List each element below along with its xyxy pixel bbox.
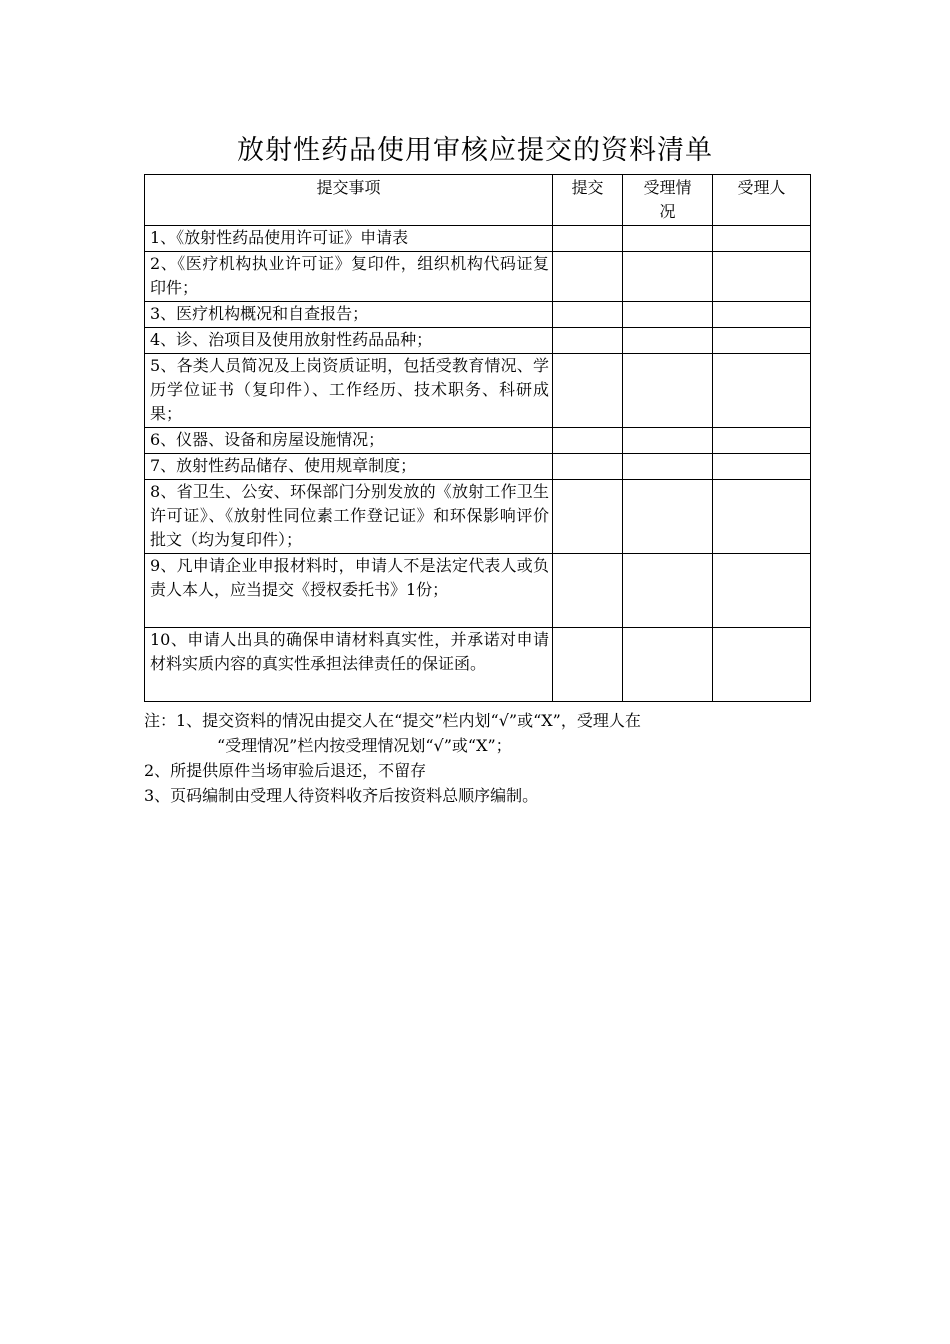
status-cell[interactable]	[623, 252, 713, 302]
status-cell[interactable]	[623, 226, 713, 252]
receiver-cell[interactable]	[713, 554, 811, 628]
header-receiver: 受理人	[713, 175, 811, 226]
submit-cell[interactable]	[553, 226, 623, 252]
submit-cell[interactable]	[553, 354, 623, 428]
table-row	[145, 554, 811, 628]
page-title: 放射性药品使用审核应提交的资料清单	[237, 135, 713, 166]
notes-section	[144, 708, 824, 808]
submit-cell[interactable]	[553, 328, 623, 354]
row-item-text: 9、凡申请企业申报材料时，申请人不是法定代表人或负责人本人，应当提交《授权委托书》1份；	[145, 554, 553, 628]
receiver-cell[interactable]	[713, 480, 811, 554]
row-item-text: 4、诊、治项目及使用放射性药品品种；	[145, 328, 553, 354]
table-row	[145, 226, 811, 252]
status-cell[interactable]	[623, 554, 713, 628]
table-body	[145, 226, 811, 702]
table-row	[145, 302, 811, 328]
table-row	[145, 252, 811, 302]
submit-cell[interactable]	[553, 252, 623, 302]
receiver-cell[interactable]	[713, 226, 811, 252]
row-item-text: 10、申请人出具的确保申请材料真实性，并承诺对申请材料实质内容的真实性承担法律责任的保证函。	[145, 628, 553, 702]
table-row	[145, 328, 811, 354]
submit-cell[interactable]	[553, 428, 623, 454]
header-submit: 提交	[553, 175, 623, 226]
receiver-cell[interactable]	[713, 252, 811, 302]
status-cell[interactable]	[623, 302, 713, 328]
note-line-2: 2、所提供原件当场审验后退还，不留存	[144, 761, 427, 780]
header-status: 受理情况	[623, 175, 713, 226]
receiver-cell[interactable]	[713, 328, 811, 354]
receiver-cell[interactable]	[713, 428, 811, 454]
receiver-cell[interactable]	[713, 302, 811, 328]
row-item-text: 1、《放射性药品使用许可证》申请表	[145, 226, 553, 252]
submit-cell[interactable]	[553, 554, 623, 628]
row-item-text: 6、仪器、设备和房屋设施情况；	[145, 428, 553, 454]
table-row	[145, 628, 811, 702]
table-row	[145, 454, 811, 480]
header-item: 提交事项	[145, 175, 553, 226]
status-cell[interactable]	[623, 428, 713, 454]
submit-cell[interactable]	[553, 480, 623, 554]
submit-cell[interactable]	[553, 302, 623, 328]
status-cell[interactable]	[623, 480, 713, 554]
receiver-cell[interactable]	[713, 454, 811, 480]
status-cell[interactable]	[623, 328, 713, 354]
note-line-1: 注：1、提交资料的情况由提交人在“提交”栏内划“√”或“X”，受理人在	[144, 711, 641, 730]
table-row	[145, 480, 811, 554]
table-header-row	[145, 175, 811, 226]
note-line-1-continued: “受理情况”栏内按受理情况划“√”或“X”；	[217, 736, 512, 755]
table-row	[145, 428, 811, 454]
row-item-text: 2、《医疗机构执业许可证》复印件，组织机构代码证复印件；	[145, 252, 553, 302]
submit-cell[interactable]	[553, 628, 623, 702]
submit-cell[interactable]	[553, 454, 623, 480]
row-item-text: 3、医疗机构概况和自查报告；	[145, 302, 553, 328]
note-line-3: 3、页码编制由受理人待资料收齐后按资料总顺序编制。	[144, 786, 539, 805]
status-cell[interactable]	[623, 628, 713, 702]
row-item-text: 7、放射性药品储存、使用规章制度；	[145, 454, 553, 480]
table-row	[145, 354, 811, 428]
receiver-cell[interactable]	[713, 628, 811, 702]
receiver-cell[interactable]	[713, 354, 811, 428]
row-item-text: 8、省卫生、公安、环保部门分别发放的《放射工作卫生许可证》、《放射性同位素工作登记证》和环保影响评价批文（均为复印件）；	[145, 480, 553, 554]
status-cell[interactable]	[623, 454, 713, 480]
status-cell[interactable]	[623, 354, 713, 428]
checklist-table	[144, 174, 811, 702]
row-item-text: 5、各类人员简况及上岗资质证明，包括受教育情况、学历学位证书（复印件）、工作经历、技术职务、科研成果；	[145, 354, 553, 428]
